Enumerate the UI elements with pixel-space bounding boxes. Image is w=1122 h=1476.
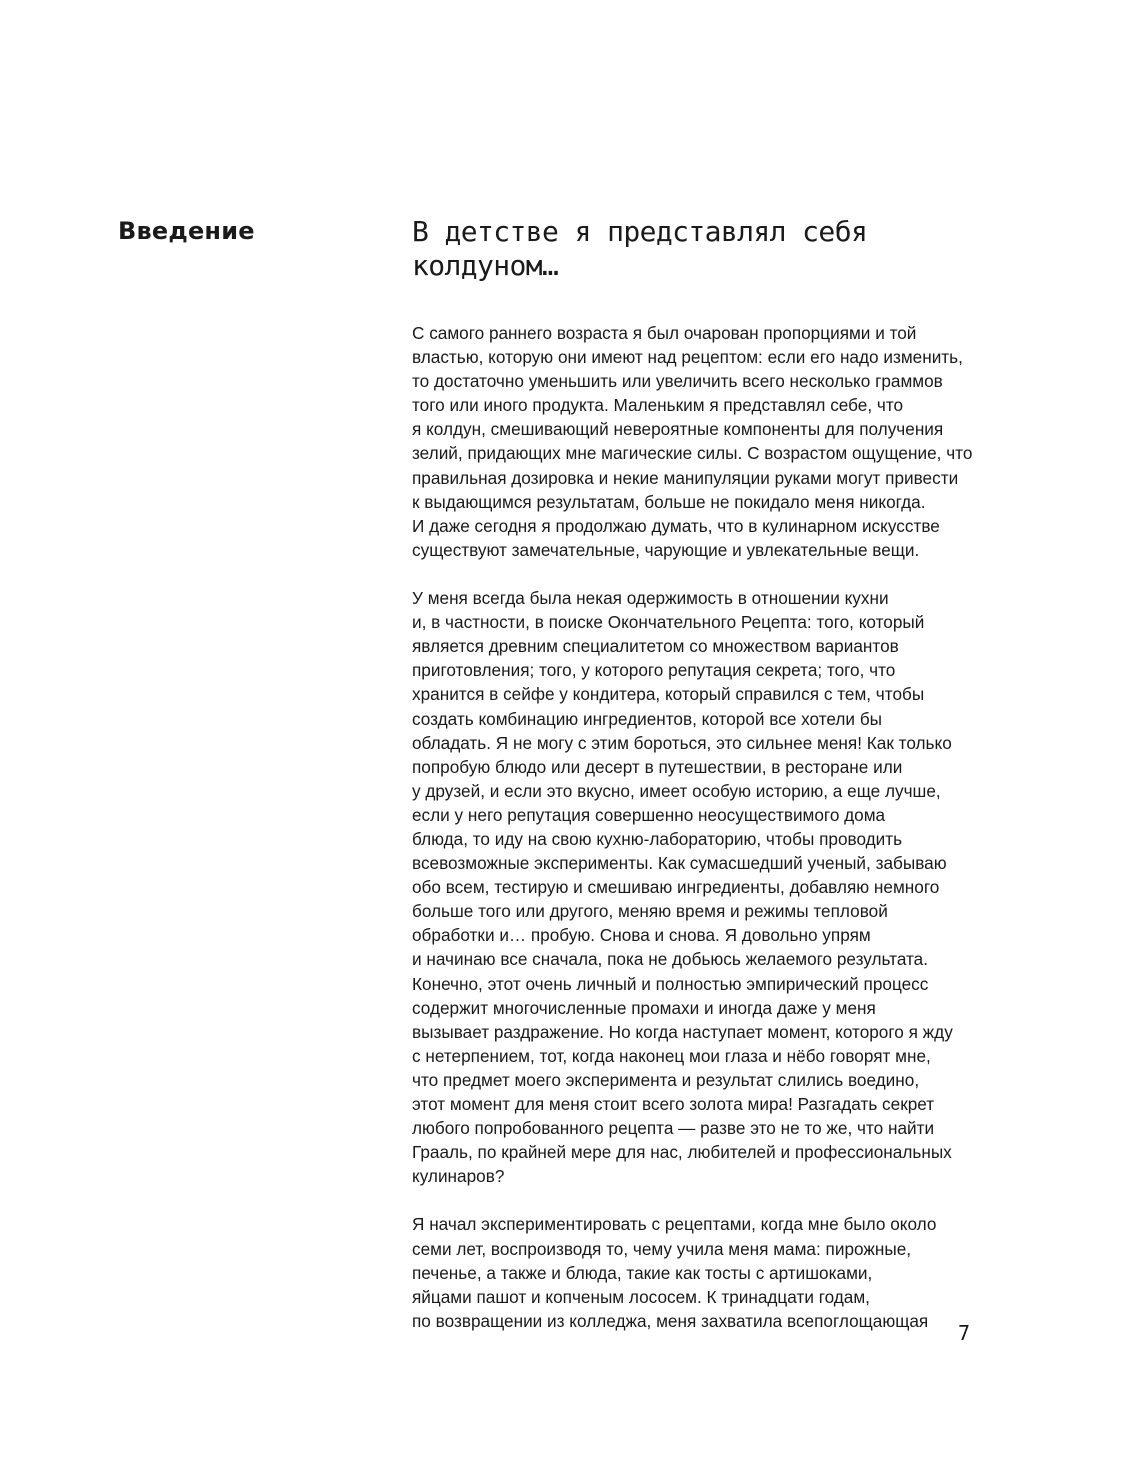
text-line: печенье, а также и блюда, такие как тосты с артишоками, — [412, 1262, 873, 1283]
text-line: содержит многочисленные промахи и иногда даже у меня — [412, 997, 876, 1018]
text-line: Конечно, этот очень личный и полностью эмпирический процесс — [412, 973, 929, 994]
paragraph-3 — [412, 1212, 1012, 1332]
text-line: И даже сегодня я продолжаю думать, что в кулинарном искусстве — [412, 515, 940, 536]
text-line: Я начал экспериментировать с рецептами, когда мне было около — [412, 1214, 937, 1235]
text-line: существуют замечательные, чарующие и увлекательные вещи. — [412, 539, 920, 560]
text-line: вызывает раздражение. Но когда наступает момент, которого я жду — [412, 1021, 953, 1042]
text-line: блюда, то иду на свою кухню-лабораторию, чтобы проводить — [412, 828, 903, 849]
text-line: обработки и… пробую. Снова и снова. Я довольно упрям — [412, 925, 871, 946]
text-line: попробую блюдо или десерт в путешествии, в ресторане или — [412, 756, 903, 777]
text-line: если у него репутация совершенно неосуществимого дома — [412, 804, 886, 825]
text-line: и, в частности, в поиске Окончательного Рецепта: того, который — [412, 612, 925, 633]
text-line: создать комбинацию ингредиентов, которой все хотели бы — [412, 708, 883, 729]
text-line: любого попробованного рецепта — разве это не то же, что найти — [412, 1118, 935, 1139]
heading-line: В детстве я представлял себя — [412, 215, 868, 248]
text-line: и начинаю все сначала, пока не добьюсь желаемого результата. — [412, 949, 929, 970]
text-line: У меня всегда была некая одержимость в отношении кухни — [412, 588, 889, 609]
text-line: семи лет, воспроизводя то, чему учила меня мама: пирожные, — [412, 1238, 912, 1259]
text-line: всевозможные эксперименты. Как сумасшедший ученый, забываю — [412, 853, 947, 874]
paragraph-2 — [412, 586, 1012, 1188]
text-line: зелий, придающих мне магические силы. С возрастом ощущение, что — [412, 443, 973, 464]
text-line: того или иного продукта. Маленьким я представлял себе, что — [412, 395, 904, 416]
text-line: С самого раннего возраста я был очарован пропорциями и той — [412, 323, 917, 343]
text-line: правильная дозировка и некие манипуляции руками могут привести — [412, 467, 959, 488]
text-line: кулинаров? — [412, 1166, 505, 1187]
text-line: у друзей, и если это вкусно, имеет особую историю, а еще лучше, — [412, 780, 941, 801]
text-line: что предмет моего эксперимента и результат слились воедино, — [412, 1069, 920, 1090]
chapter-heading — [412, 215, 1012, 283]
text-line: обо всем, тестирую и смешиваю ингредиенты, добавляю немного — [412, 877, 940, 898]
text-line: к выдающимся результатам, больше не покидало меня никогда. — [412, 491, 926, 512]
text-line: больше того или другого, меняю время и режимы тепловой — [412, 901, 888, 922]
text-line: я колдун, смешивающий невероятные компоненты для получения — [412, 419, 944, 440]
body-text — [412, 321, 1012, 1333]
section-label: Введение — [118, 217, 255, 245]
text-line: яйцами пашот и копченым лососем. К тринадцати годам, — [412, 1286, 870, 1307]
text-line: то достаточно уменьшить или увеличить всего несколько граммов — [412, 371, 943, 392]
text-line: обладать. Я не могу с этим бороться, это сильнее меня! Как только — [412, 732, 952, 753]
text-line: этот момент для меня стоит всего золота мира! Разгадать секрет — [412, 1094, 935, 1114]
text-line: приготовления; того, у которого репутация секрета; того, что — [412, 660, 896, 681]
text-line: властью, которую они имеют над рецептом: если его надо изменить, — [412, 347, 963, 368]
heading-line: колдуном… — [412, 249, 559, 282]
text-line: Грааль, по крайней мере для нас, любителей и профессиональных — [412, 1142, 952, 1163]
text-line: с нетерпением, тот, когда наконец мои глаза и нёбо говорят мне, — [412, 1045, 931, 1066]
text-line: по возвращении из колледжа, меня захватила всепоглощающая — [412, 1310, 929, 1331]
paragraph-1 — [412, 321, 1012, 562]
text-line: является древним специалитетом со множеством вариантов — [412, 636, 899, 657]
page-number: 7 — [958, 1321, 971, 1345]
text-line: хранится в сейфе у кондитера, который справился с тем, чтобы — [412, 684, 925, 705]
